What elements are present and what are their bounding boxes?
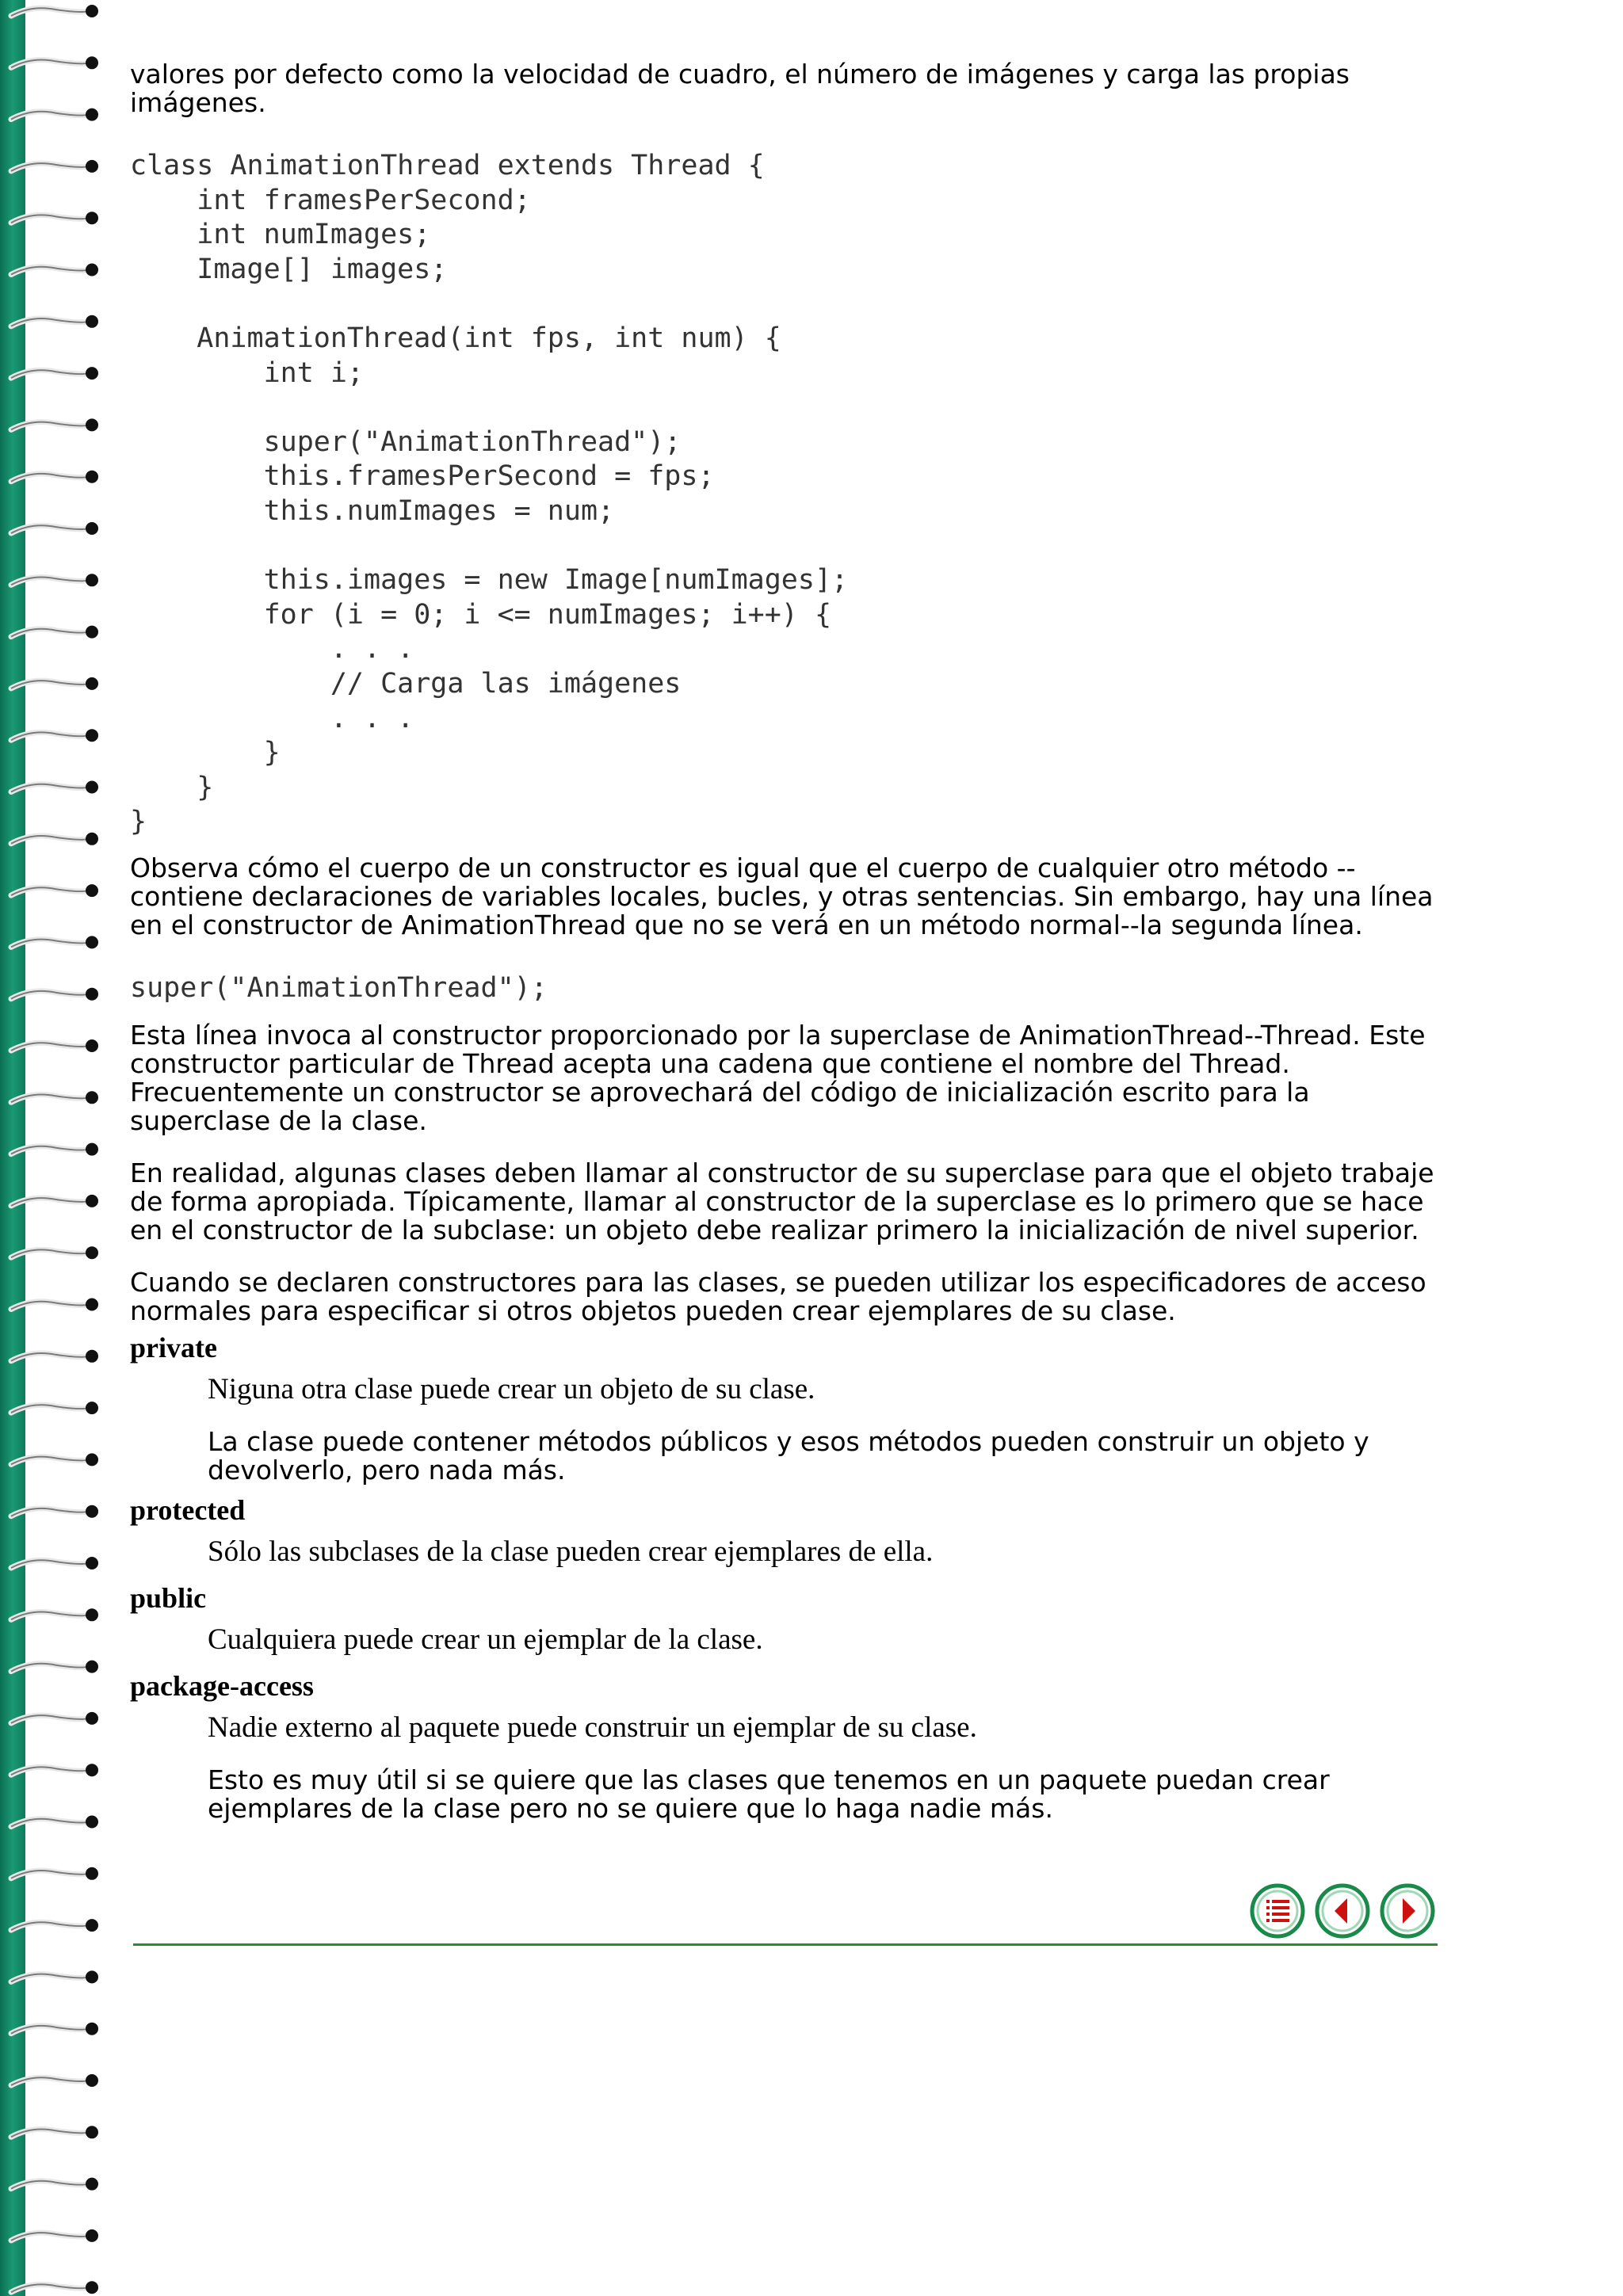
navigation-bar xyxy=(1249,1882,1436,1939)
paragraph-esta-linea: Esta línea invoca al constructor proporcionado por la superclase de AnimationThread--Thread. Este constructor particular de Thread acepta una cadena que contiene el nombre del Thread. Frecuentemente un constructor se aprovechará del código de inicialización escrito para la superclase de la clase. xyxy=(130,1020,1426,1137)
intro-paragraph: valores por defecto como la velocidad de cuadro, el número de imágenes y carga las propias imágenes. xyxy=(130,59,1350,118)
term-public: public xyxy=(130,1582,207,1615)
term-private: private xyxy=(130,1332,217,1364)
animation-thread-code: class AnimationThread extends Thread { int framesPerSecond; int numImages; Image[] images; AnimationThread(int fps, int num) { int i; super("AnimationThread"); this.framesPerSecond = fps; this.numImages = num; this.images = new Image[numImages]; for (i = 0; i <= numImages; i++) { . . . // Carga las imágenes . . . } } } xyxy=(130,150,849,838)
page-content xyxy=(130,60,1445,1823)
def-package-1: Nadie externo al paquete puede construir un ejemplar de su clase. xyxy=(208,1711,977,1745)
index-list-icon[interactable] xyxy=(1249,1882,1306,1939)
def-protected: Sólo las subclases de la clase pueden crear ejemplares de ella. xyxy=(208,1535,934,1569)
paragraph-observa: Observa cómo el cuerpo de un constructor es igual que el cuerpo de cualquier otro método -- contiene declaraciones de variables locales, bucles, y otras sentencias. Sin embargo, hay una línea en el constructor de AnimationThread que no se verá en un método normal--la segunda línea. xyxy=(130,852,1434,940)
spiral-binding xyxy=(0,0,103,2296)
term-protected: protected xyxy=(130,1494,246,1527)
bottom-divider xyxy=(133,1943,1438,1946)
paragraph-cuando: Cuando se declaren constructores para las clases, se pueden utilizar los especificadores de acceso normales para especificar si otros objetos pueden crear ejemplares de su clase. xyxy=(130,1267,1426,1327)
previous-arrow-icon[interactable] xyxy=(1314,1882,1371,1939)
def-public: Cualquiera puede crear un ejemplar de la clase. xyxy=(208,1623,763,1657)
def-private-1: Niguna otra clase puede crear un objeto de su clase. xyxy=(208,1373,815,1406)
paragraph-en-realidad: En realidad, algunas clases deben llamar al constructor de su superclase para que el objeto trabaje de forma apropiada. Típicamente, llamar al constructor de la superclase es lo primero que se hace en el constructor de la subclase: un objeto debe realizar primero la inicialización de nivel superior. xyxy=(130,1158,1434,1246)
access-specifiers-list xyxy=(130,1332,1445,1823)
next-arrow-icon[interactable] xyxy=(1379,1882,1436,1939)
def-package-2: Esto es muy útil si se quiere que las clases que tenemos en un paquete puedan crear ejemplares de la clase pero no se quiere que lo haga nadie más. xyxy=(208,1764,1330,1825)
term-package-access: package-access xyxy=(130,1670,314,1703)
super-call-code: super("AnimationThread"); xyxy=(130,971,548,1004)
def-private-2: La clase puede contener métodos públicos y esos métodos pueden construir un objeto y devolverlo, pero nada más. xyxy=(208,1426,1369,1486)
